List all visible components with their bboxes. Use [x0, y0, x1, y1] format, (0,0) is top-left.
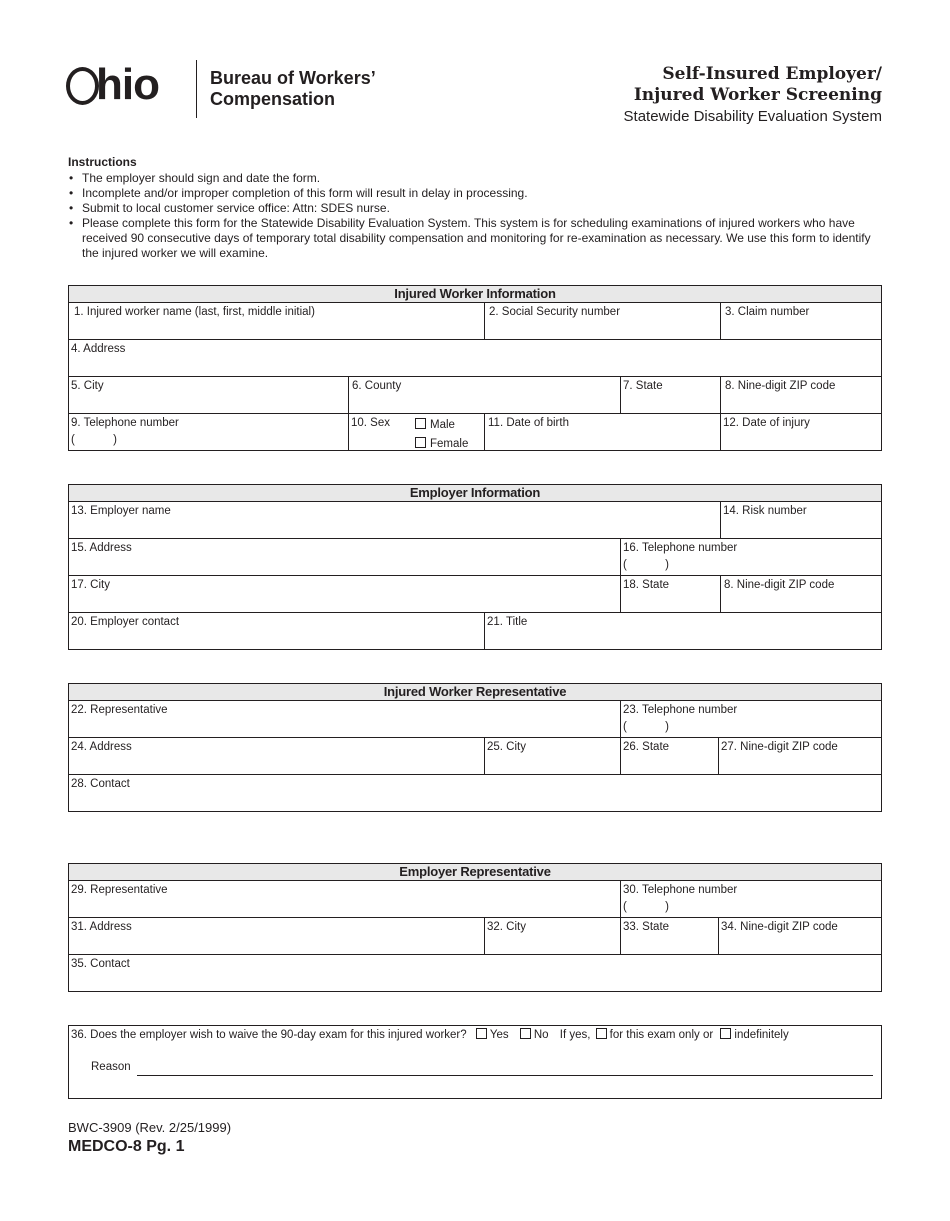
area-code-parens: ( ) [623, 721, 669, 733]
waive-question-text: 36. Does the employer wish to waive the 90-day exam for this injured worker? [71, 1029, 467, 1041]
employer-rep-section [68, 863, 882, 992]
field-worker-rep-telephone[interactable] [621, 701, 881, 737]
form-title-block [624, 64, 882, 127]
field-label: 16. Telephone number [623, 542, 738, 554]
no-checkbox[interactable] [520, 1028, 531, 1039]
field-employer-rep-state[interactable]: 33. State [621, 918, 719, 954]
field-worker-zip[interactable]: 8. Nine-digit ZIP code [725, 380, 836, 392]
field-label: 9. Telephone number [71, 417, 179, 429]
form-row [69, 701, 881, 738]
field-worker-representative[interactable]: 22. Representative [69, 701, 621, 737]
field-label: 23. Telephone number [623, 704, 738, 716]
reason-label: Reason [91, 1061, 131, 1073]
employer-section [68, 484, 882, 650]
if-yes-label: If yes, [559, 1029, 591, 1041]
section-heading: Employer Information [69, 485, 881, 502]
form-row [69, 881, 881, 918]
yes-label: Yes [489, 1029, 509, 1041]
no-label: No [533, 1029, 549, 1041]
form-row [69, 539, 881, 576]
field-worker-rep-zip[interactable]: 27. Nine-digit ZIP code [721, 741, 838, 753]
injured-worker-section [68, 285, 882, 451]
field-date-of-birth[interactable]: 11. Date of birth [485, 414, 721, 450]
field-employer-title[interactable]: 21. Title [487, 616, 528, 628]
logo-divider [196, 60, 197, 118]
field-employer-rep-address[interactable]: 31. Address [69, 918, 485, 954]
field-worker-city[interactable]: 5. City [69, 377, 349, 413]
field-worker-rep-state[interactable]: 26. State [621, 738, 719, 774]
indefinitely-label: indefinitely [734, 1029, 789, 1041]
field-worker-county[interactable]: 6. County [349, 377, 621, 413]
exam-only-label: for this exam only or [609, 1029, 714, 1041]
area-code-parens: ( ) [623, 559, 669, 571]
field-claim-number[interactable]: 3. Claim number [725, 306, 810, 318]
sex-options [415, 416, 468, 454]
field-employer-rep-zip[interactable]: 34. Nine-digit ZIP code [721, 921, 838, 933]
form-subtitle: Statewide Disability Evaluation System [623, 108, 882, 125]
form-row [69, 502, 881, 539]
field-worker-rep-address[interactable]: 24. Address [69, 738, 485, 774]
field-risk-number[interactable]: 14. Risk number [723, 505, 807, 517]
section-heading: Injured Worker Information [69, 286, 881, 303]
sex-male-option[interactable] [415, 416, 468, 435]
form-title-line2: Injured Worker Screening [633, 85, 882, 105]
field-label: 10. Sex [351, 417, 390, 429]
field-employer-telephone[interactable] [621, 539, 881, 575]
field-worker-rep-city[interactable]: 25. City [485, 738, 621, 774]
worker-rep-section [68, 683, 882, 812]
form-row [69, 918, 881, 955]
field-date-of-injury[interactable]: 12. Date of injury [723, 417, 810, 429]
page-number: MEDCO-8 Pg. 1 [68, 1138, 185, 1155]
field-worker-telephone[interactable] [69, 414, 349, 450]
field-employer-zip[interactable]: 8. Nine-digit ZIP code [724, 579, 835, 591]
agency-name: Bureau of Workers’ Compensation [210, 68, 376, 109]
field-worker-address[interactable]: 4. Address [71, 343, 126, 355]
form-row [69, 775, 881, 811]
instruction-item: • The employer should sign and date the form. [68, 171, 882, 186]
form-row [69, 738, 881, 775]
instructions-list [68, 171, 882, 261]
field-worker-rep-contact[interactable]: 28. Contact [71, 778, 130, 790]
instruction-item: • Please complete this form for the Statewide Disability Evaluation System. This system is for scheduling examinations of injured workers who have received 90 consecutive days of temporary total disability compensation and monitoring for re-examination as necessary. We use this form to identify the injured worker we will examine. [68, 216, 882, 261]
yes-checkbox[interactable] [476, 1028, 487, 1039]
field-worker-state[interactable]: 7. State [621, 377, 721, 413]
instructions [68, 155, 882, 261]
field-ssn[interactable]: 2. Social Security number [485, 303, 721, 339]
reason-input-line[interactable] [137, 1075, 873, 1076]
section-heading: Injured Worker Representative [69, 684, 881, 701]
field-employer-name[interactable]: 13. Employer name [69, 502, 721, 538]
exam-only-checkbox[interactable] [596, 1028, 607, 1039]
field-employer-state[interactable]: 18. State [621, 576, 721, 612]
field-employer-representative[interactable]: 29. Representative [69, 881, 621, 917]
area-code-parens: ( ) [71, 434, 117, 446]
male-checkbox[interactable] [415, 418, 426, 429]
instruction-item: • Incomplete and/or improper completion of this form will result in delay in processing. [68, 186, 882, 201]
area-code-parens: ( ) [623, 901, 669, 913]
sex-female-option[interactable] [415, 435, 468, 454]
instruction-item: • Submit to local customer service office: Attn: SDES nurse. [68, 201, 882, 216]
form-row [69, 955, 881, 991]
ohio-o-circle [66, 67, 99, 105]
form-row [69, 414, 881, 450]
male-label: Male [430, 419, 455, 431]
field-employer-rep-city[interactable]: 32. City [485, 918, 621, 954]
waive-exam-question [68, 1025, 882, 1099]
field-employer-contact[interactable]: 20. Employer contact [69, 613, 485, 649]
indefinitely-checkbox[interactable] [720, 1028, 731, 1039]
form-row [69, 377, 881, 414]
field-worker-name[interactable]: 1. Injured worker name (last, first, middle initial) [69, 303, 485, 339]
field-employer-rep-telephone[interactable] [621, 881, 881, 917]
form-row [69, 340, 881, 377]
form-title-line1: Self-Insured Employer/ [662, 64, 882, 84]
field-employer-city[interactable]: 17. City [69, 576, 621, 612]
form-row [69, 303, 881, 340]
female-checkbox[interactable] [415, 437, 426, 448]
field-employer-address[interactable]: 15. Address [69, 539, 621, 575]
waive-exam-line [71, 1028, 789, 1041]
field-label: 30. Telephone number [623, 884, 738, 896]
form-number: BWC-3909 (Rev. 2/25/1999) [68, 1120, 232, 1135]
field-employer-rep-contact[interactable]: 35. Contact [71, 958, 130, 970]
ohio-logo-text: hio [96, 60, 159, 109]
section-heading: Employer Representative [69, 864, 881, 881]
female-label: Female [430, 438, 469, 450]
form-row [69, 613, 881, 649]
instructions-heading: Instructions [68, 155, 137, 169]
ohio-logo [66, 62, 186, 112]
form-row [69, 576, 881, 613]
field-worker-sex [349, 414, 485, 450]
